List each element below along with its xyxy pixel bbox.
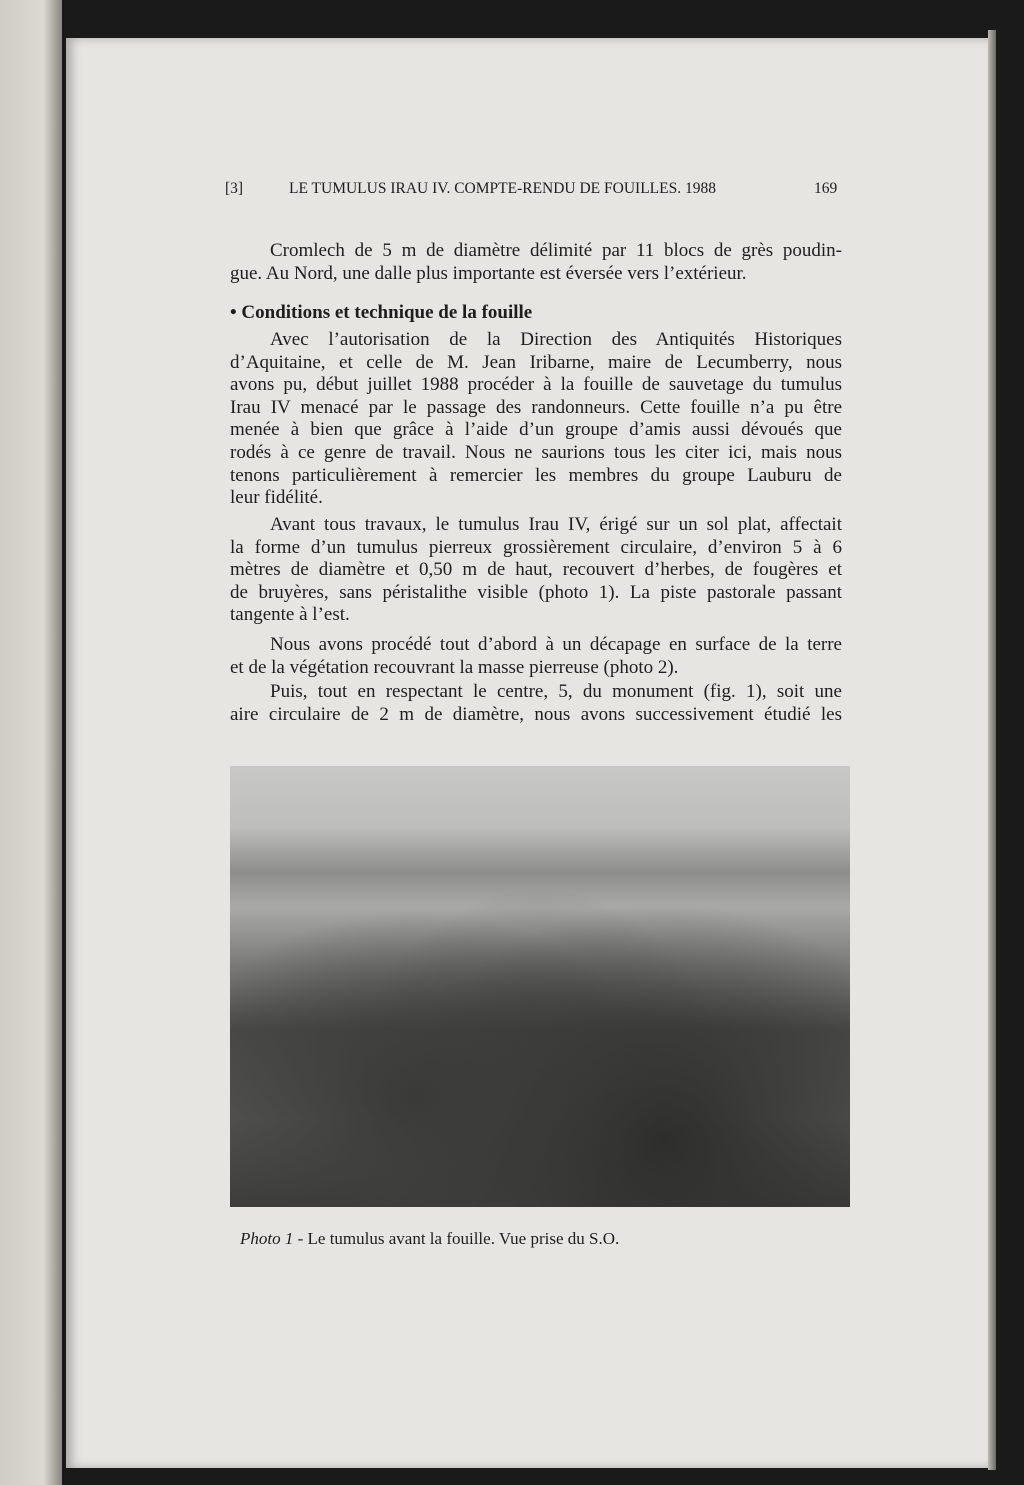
paragraph3-line: Avant tous travaux, le tumulus Irau IV, érigé sur un sol plat, affectait xyxy=(270,514,842,535)
paragraph4-line: et de la végétation recouvrant la masse pierreuse (photo 2). xyxy=(230,656,679,678)
paragraph2-line: tenons particulièrement à remercier les membres du groupe Lauburu de xyxy=(230,464,842,486)
paragraph2-line: Irau IV menacé par le passage des randonneurs. Cette fouille n’a pu être xyxy=(230,396,842,418)
section-number: [3] xyxy=(225,180,244,197)
paragraph3-line: mètres de diamètre et 0,50 m de haut, recouvert d’herbes, de fougères et xyxy=(230,559,842,581)
photo-label: Photo 1 xyxy=(240,1229,294,1248)
paragraph3-line: la forme d’un tumulus pierreux grossièrement circulaire, d’environ 5 à 6 xyxy=(230,536,842,558)
section-heading: • Conditions et technique de la fouille xyxy=(230,302,533,323)
paragraph5-line: aire circulaire de 2 m de diamètre, nous avons successivement étudié les xyxy=(230,703,842,725)
header-title: LE TUMULUS IRAU IV. COMPTE-RENDU DE FOUILLES. 1988 xyxy=(289,180,716,197)
paragraph3-line: de bruyères, sans péristalithe visible (photo 1). La piste pastorale passant xyxy=(230,581,842,603)
paragraph2-line: d’Aquitaine, et celle de M. Jean Iribarne, maire de Lecumberry, nous xyxy=(230,351,842,373)
page-number: 169 xyxy=(814,180,838,197)
left-page-edge xyxy=(0,0,62,1485)
paragraph5-line: Puis, tout en respectant le centre, 5, du monument (fig. 1), soit une xyxy=(270,681,842,702)
paragraph2-line: rodés à ce genre de travail. Nous ne saurions tous les citer ici, mais nous xyxy=(230,442,842,463)
paragraph1-line: gue. Au Nord, une dalle plus importante est éversée vers l’extérieur. xyxy=(230,262,747,284)
paragraph2-line: avons pu, début juillet 1988 procéder à la fouille de sauvetage du tumulus xyxy=(230,374,842,396)
caption-text: - Le tumulus avant la fouille. Vue prise du S.O. xyxy=(293,1229,620,1248)
photo-tumulus xyxy=(230,766,850,1207)
page-stack-edge xyxy=(988,30,996,1470)
photo-caption xyxy=(240,1229,619,1249)
paragraph3-line: tangente à l’est. xyxy=(230,604,350,626)
paragraph2-line: menée à bien que grâce à l’aide d’un groupe d’amis aussi dévoués que xyxy=(230,419,842,441)
running-header xyxy=(225,180,841,200)
paragraph2-line: Avec l’autorisation de la Direction des Antiquités Historiques xyxy=(270,329,842,350)
paragraph4-line: Nous avons procédé tout d’abord à un décapage en surface de la terre xyxy=(270,634,842,655)
paragraph1-line: Cromlech de 5 m de diamètre délimité par 11 blocs de grès poudin- xyxy=(270,240,842,261)
paragraph2-line: leur fidélité. xyxy=(230,487,323,509)
